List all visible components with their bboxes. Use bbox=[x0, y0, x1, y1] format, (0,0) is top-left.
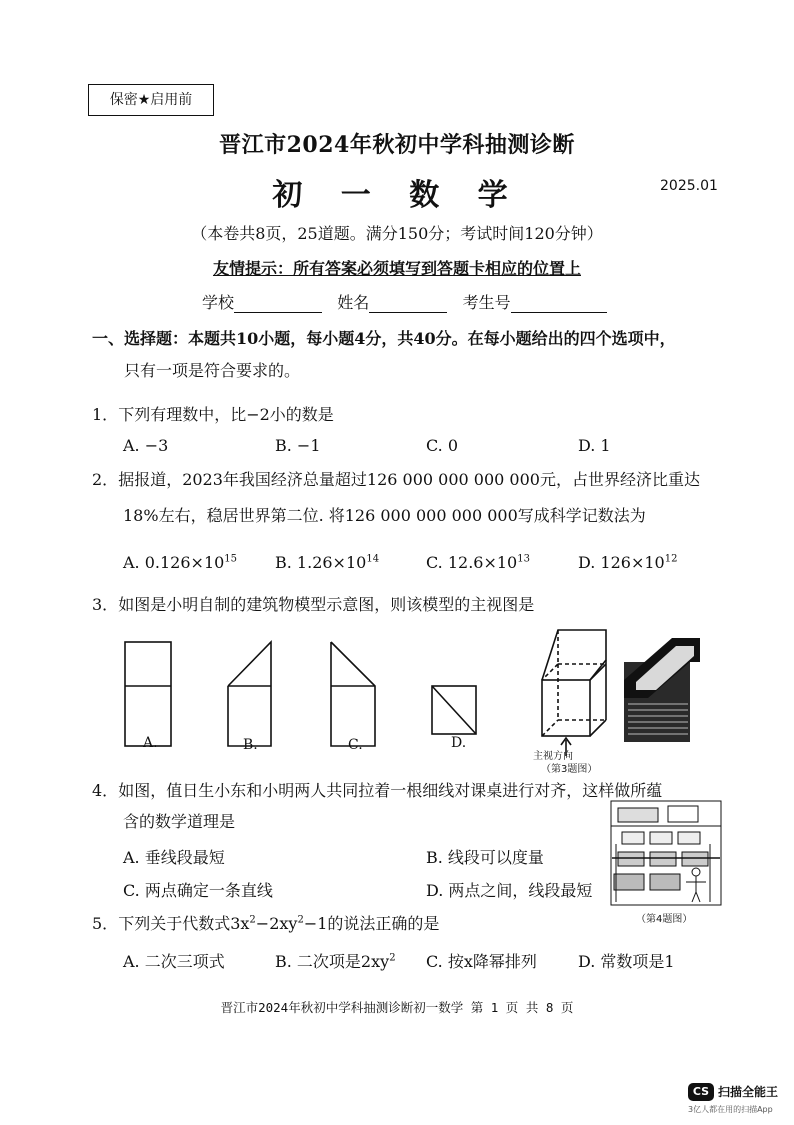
q4-stem-line1 bbox=[92, 778, 662, 801]
q3-text: 如图是小明自制的建筑物模型示意图，则该模型的主视图是 bbox=[118, 595, 535, 614]
q3-figure-a bbox=[125, 642, 171, 746]
q2-text-line1: 据报道，2023年我国经济总量超过126 000 000 000 000元，占世界经济比重达 bbox=[118, 470, 700, 489]
q5-sq-1: 2 bbox=[249, 914, 256, 926]
friendly-tip: 友情提示：所有答案必须填写到答题卡相应的位置上 bbox=[212, 259, 581, 278]
q1-stem bbox=[92, 402, 334, 425]
q1-number: 1． bbox=[92, 405, 119, 424]
q1-text: 下列有理数中，比−2小的数是 bbox=[118, 405, 334, 424]
watermark-app-name: 扫描全能王 bbox=[718, 1085, 779, 1099]
q4-number: 4． bbox=[92, 781, 119, 800]
q2-a-exp: 15 bbox=[224, 553, 238, 565]
q4-caption: （第4题图） bbox=[636, 914, 693, 925]
q3-figure-b bbox=[228, 642, 271, 746]
student-info-fields bbox=[202, 290, 607, 313]
camscanner-logo-icon: CS bbox=[688, 1083, 714, 1101]
exam-date: 2025.01 bbox=[660, 178, 718, 194]
q4-stem-line2: 含的数学道理是 bbox=[123, 812, 236, 831]
q5-number: 5． bbox=[92, 914, 119, 933]
q4-classroom-illustration bbox=[610, 800, 722, 906]
name-blank bbox=[369, 294, 447, 313]
q2-b-exp: 14 bbox=[366, 553, 380, 565]
school-label: 学校 bbox=[202, 293, 235, 312]
q3-figure-c bbox=[331, 642, 375, 746]
q2-b-base: B. 1.26×10 bbox=[275, 553, 367, 572]
id-blank bbox=[511, 294, 607, 313]
q4-option-b: B. 线段可以度量 bbox=[426, 848, 544, 867]
school-blank bbox=[234, 294, 322, 313]
q1-option-b: B. −1 bbox=[275, 436, 321, 455]
q3-caption: （第3题图） bbox=[541, 764, 598, 775]
q5-stem bbox=[92, 911, 439, 934]
q3-number: 3． bbox=[92, 595, 119, 614]
q1-option-c: C. 0 bbox=[426, 436, 459, 455]
q3-label-a: A. bbox=[143, 735, 158, 751]
q5-text-post: −1的说法正确的是 bbox=[303, 914, 440, 933]
q5-option-a: A. 二次三项式 bbox=[123, 952, 225, 971]
q5-option-d: D. 常数项是1 bbox=[578, 952, 675, 971]
exam-note: （本卷共8页，25道题。满分150分；考试时间120分钟） bbox=[191, 224, 603, 243]
q3-model-photo bbox=[624, 638, 700, 742]
q4-option-c: C. 两点确定一条直线 bbox=[123, 881, 273, 900]
q2-d-base: D. 126×10 bbox=[578, 553, 665, 572]
q2-number: 2． bbox=[92, 470, 119, 489]
q2-c-base: C. 12.6×10 bbox=[426, 553, 518, 572]
q2-stem-line2: 18%左右，稳居世界第二位. 将126 000 000 000 000写成科学记数法为 bbox=[123, 506, 646, 525]
page-footer: 晋江市2024年秋初中学科抽测诊断初一数学 第 1 页 共 8 页 bbox=[220, 1000, 574, 1015]
q2-option-b bbox=[275, 553, 379, 572]
q2-stem-line1 bbox=[92, 467, 700, 490]
q3-figure-d bbox=[432, 686, 476, 734]
q2-c-exp: 13 bbox=[517, 553, 530, 565]
q4-text-line1: 如图，值日生小东和小明两人共同拉着一根细线对课桌进行对齐，这样做所蕴 bbox=[118, 781, 663, 800]
q3-view-direction: 主视方向 bbox=[533, 751, 573, 762]
q1-option-a: A. −3 bbox=[123, 436, 169, 455]
q2-a-base: A. 0.126×10 bbox=[123, 553, 225, 572]
q5-sq-2: 2 bbox=[297, 914, 304, 926]
q3-label-c: C. bbox=[348, 737, 363, 753]
q5-text-pre: 下列关于代数式3x bbox=[118, 914, 250, 933]
q2-option-d bbox=[578, 553, 677, 572]
q3-label-b: B. bbox=[243, 737, 258, 753]
q2-option-c bbox=[426, 553, 530, 572]
q2-option-a bbox=[123, 553, 237, 572]
id-label: 考生号 bbox=[462, 293, 511, 312]
confidential-stamp: 保密★启用前 bbox=[88, 84, 214, 116]
q5-option-c: C. 按x降幂排列 bbox=[426, 952, 537, 971]
q2-d-exp: 12 bbox=[664, 553, 678, 565]
section1-heading-line2: 只有一项是符合要求的。 bbox=[124, 361, 301, 380]
section1-heading-line1: 一、选择题：本题共10小题，每小题4分，共40分。在每小题给出的四个选项中， bbox=[92, 329, 676, 348]
q5-b-sq: 2 bbox=[389, 952, 396, 964]
q3-stem bbox=[92, 592, 534, 615]
q5-b-text: B. 二次项是2xy bbox=[275, 952, 390, 971]
name-label: 姓名 bbox=[337, 293, 370, 312]
q4-option-a: A. 垂线段最短 bbox=[123, 848, 225, 867]
exam-title: 晋江市2024年秋初中学科抽测诊断 bbox=[219, 132, 575, 158]
q4-option-d: D. 两点之间，线段最短 bbox=[426, 881, 593, 900]
watermark-tagline: 3亿人都在用的扫描App bbox=[688, 1105, 773, 1114]
q3-figures bbox=[0, 620, 794, 770]
q5-text-mid: −2xy bbox=[255, 914, 298, 933]
q3-label-d: D. bbox=[451, 735, 467, 751]
subject-title: 初 一 数 学 bbox=[272, 178, 522, 213]
q5-option-b bbox=[275, 949, 396, 972]
q3-model-figure bbox=[542, 630, 606, 736]
q1-option-d: D. 1 bbox=[578, 436, 611, 455]
